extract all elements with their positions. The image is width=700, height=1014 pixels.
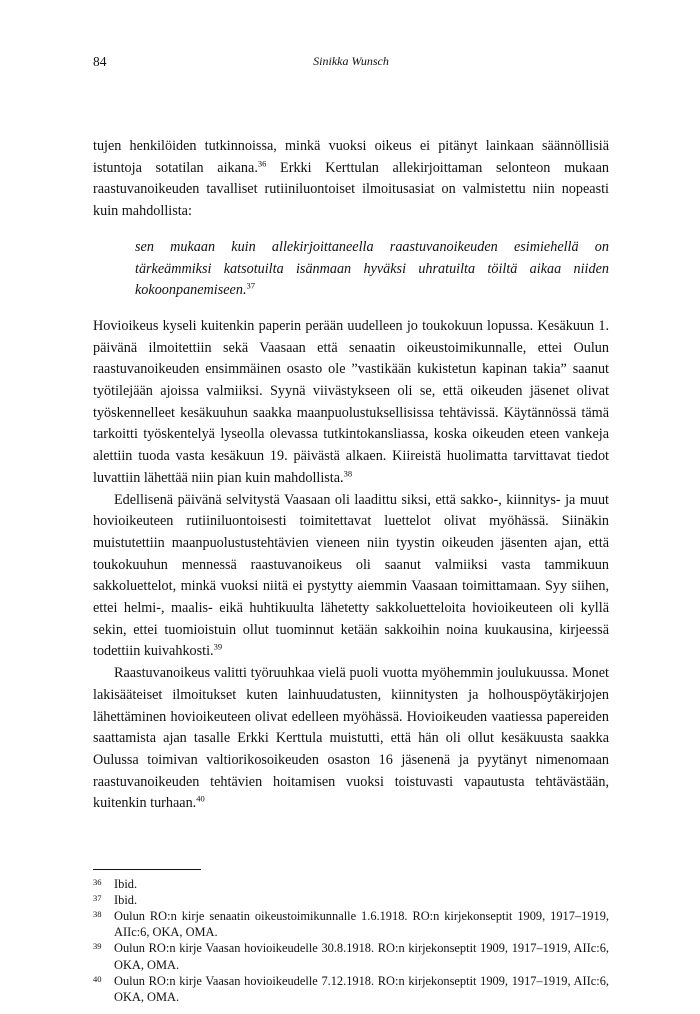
paragraph-4 (93, 663, 609, 815)
footnote-37 (93, 892, 609, 908)
footnote-number: 38 (93, 909, 102, 920)
footnote-36 (93, 876, 609, 892)
footnote-ref-37[interactable]: 37 (246, 280, 255, 291)
footnotes (93, 876, 609, 1005)
footnote-39 (93, 940, 609, 972)
footnote-number: 39 (93, 941, 102, 952)
footnote-text: Ibid. (114, 893, 138, 908)
footnote-number: 40 (93, 973, 102, 984)
footnote-text: Ibid. (114, 877, 138, 892)
footnote-text: Oulun RO:n kirje Vaasan hovioikeudelle 7.12.1918. RO:n kirjekonseptit 1909, 1917–1919, AIIc:6, OKA, OMA. (114, 973, 609, 1004)
paragraph-3-text: Edellisenä päivänä selvitystä Vaasaan oli laadittu siksi, että sakko-, kiinnitys- ja muut hovioikeuteen rutiiniluontoisesti toimitettavat luettelot olivat myöhässä. Siinäkin muistutettiin maanpuolustustehtävien vieneen niin tyystin oikeuden jäsenten ajan, että toukokuuhun mennessä raastuvanoikeus oli saanut valmiiksi vasta tammikuun sakkoluettelot, minkä vuoksi niitä ei pystytty aiemmin Vaasaan toimittamaan. Syy siihen, ettei helmi-, maalis- eikä huhtikuulta lähetetty sakkoluetteloita hovioikeuteen oli kyllä sekin, ettei tuomioistuin ollut tuominnut ketään sakkoihin noina kuukausina, kirjeessä todettiin kuivahkosti. (93, 491, 609, 660)
paragraph-1-text-a: tujen henkilöiden tutkinnoissa, minkä vuoksi oikeus ei pitänyt lainkaan säännöllisiä istuntoja sotatilan aikana. (93, 138, 609, 176)
paragraph-2 (93, 316, 609, 490)
paragraph-1-text-b: Erkki Kerttulan allekirjoittaman selonteon mukaan raastuvanoikeuden tavalliset rutiiniluontoiset ilmoitusasiat on valmistettu niin nopeasti kuin mahdollista: (93, 159, 609, 220)
footnote-ref-38[interactable]: 38 (343, 468, 353, 479)
book-page (93, 54, 609, 1005)
footnote-40 (93, 973, 609, 1005)
paragraph-4-text: Raastuvanoikeus valitti työruuhkaa vielä puoli vuotta myöhemmin joulukuussa. Monet lakisääteiset ilmoitukset kuten lainhuudatusten, kiinnitysten ja holhouspöytäkirjojen lähettäminen hovioikeuteen olivat edelleen myöhässä. Hovioikeuden vaatiessa papereiden saattamista ajan tasalle Erkki Kerttula muistutti, että hän oli ollut kesäkuusta saakka Oulussa toimivan valtiorikosoikeuden osaston 16 jäsenenä ja pyytänyt nimenomaan raastuvanoikeuden tehtävien hoitamisen vuoksi toistuvasti vapautusta tehtävästään, kuitenkin turhaan. (93, 665, 609, 812)
footnote-ref-39[interactable]: 39 (213, 641, 223, 652)
footnote-number: 36 (93, 877, 102, 888)
body-text (93, 136, 609, 815)
running-head (93, 54, 609, 74)
page-number: 84 (93, 54, 107, 69)
block-quote (135, 237, 609, 302)
footnote-ref-40[interactable]: 40 (196, 793, 205, 804)
paragraph-1 (93, 136, 609, 223)
footnote-number: 37 (93, 893, 102, 904)
footnote-ref-36[interactable]: 36 (257, 157, 267, 168)
footnote-text: Oulun RO:n kirje senaatin oikeustoimikunnalle 1.6.1918. RO:n kirjekonseptit 1909, 1917–1919, AIIc:6, OKA, OMA. (114, 909, 609, 940)
running-head-author: Sinikka Wunsch (313, 54, 389, 68)
paragraph-3 (93, 490, 609, 664)
footnote-38 (93, 908, 609, 940)
footnote-text: Oulun RO:n kirje Vaasan hovioikeudelle 30.8.1918. RO:n kirjekonseptit 1909, 1917–1919, AIIc:6, OKA, OMA. (114, 941, 609, 972)
block-quote-text: sen mukaan kuin allekirjoittaneella raastuvanoikeuden esimiehellä on tärkeämmiksi katsotuilta isänmaan hyväksi uhratuilta töiltä aikaa niiden kokoonpanemiseen. (135, 238, 609, 299)
paragraph-2-text: Hovioikeus kyseli kuitenkin paperin perään uudelleen jo toukokuun lopussa. Kesäkuun 1. päivänä ilmoitettiin sekä Vaasaan että senaatin oikeustoimikunnalle, ettei Oulun raastuvanoikeuden ensimmäinen osasto ole ”vastikään kukistetun kapinan takia” saanut työtilejään ajoissa valmiiksi. Syynä viivästykseen oli se, että oikeuden jäsenet olivat työskennelleet kesäkuuhun saakka maanpuolustuksellisissa tehtävissä. Käytännössä tämä tarkoitti työskentelyä lyseolla olevassa tutkintokansliassa, koska oikeuden eteen vankeja alettiin tuoda vasta kesäkuun 19. päivästä alkaen. Kiireistä huolimatta tarvittavat tiedot luvattiin lähettää niin pian kuin mahdollista. (93, 317, 609, 486)
footnote-divider (93, 869, 201, 870)
